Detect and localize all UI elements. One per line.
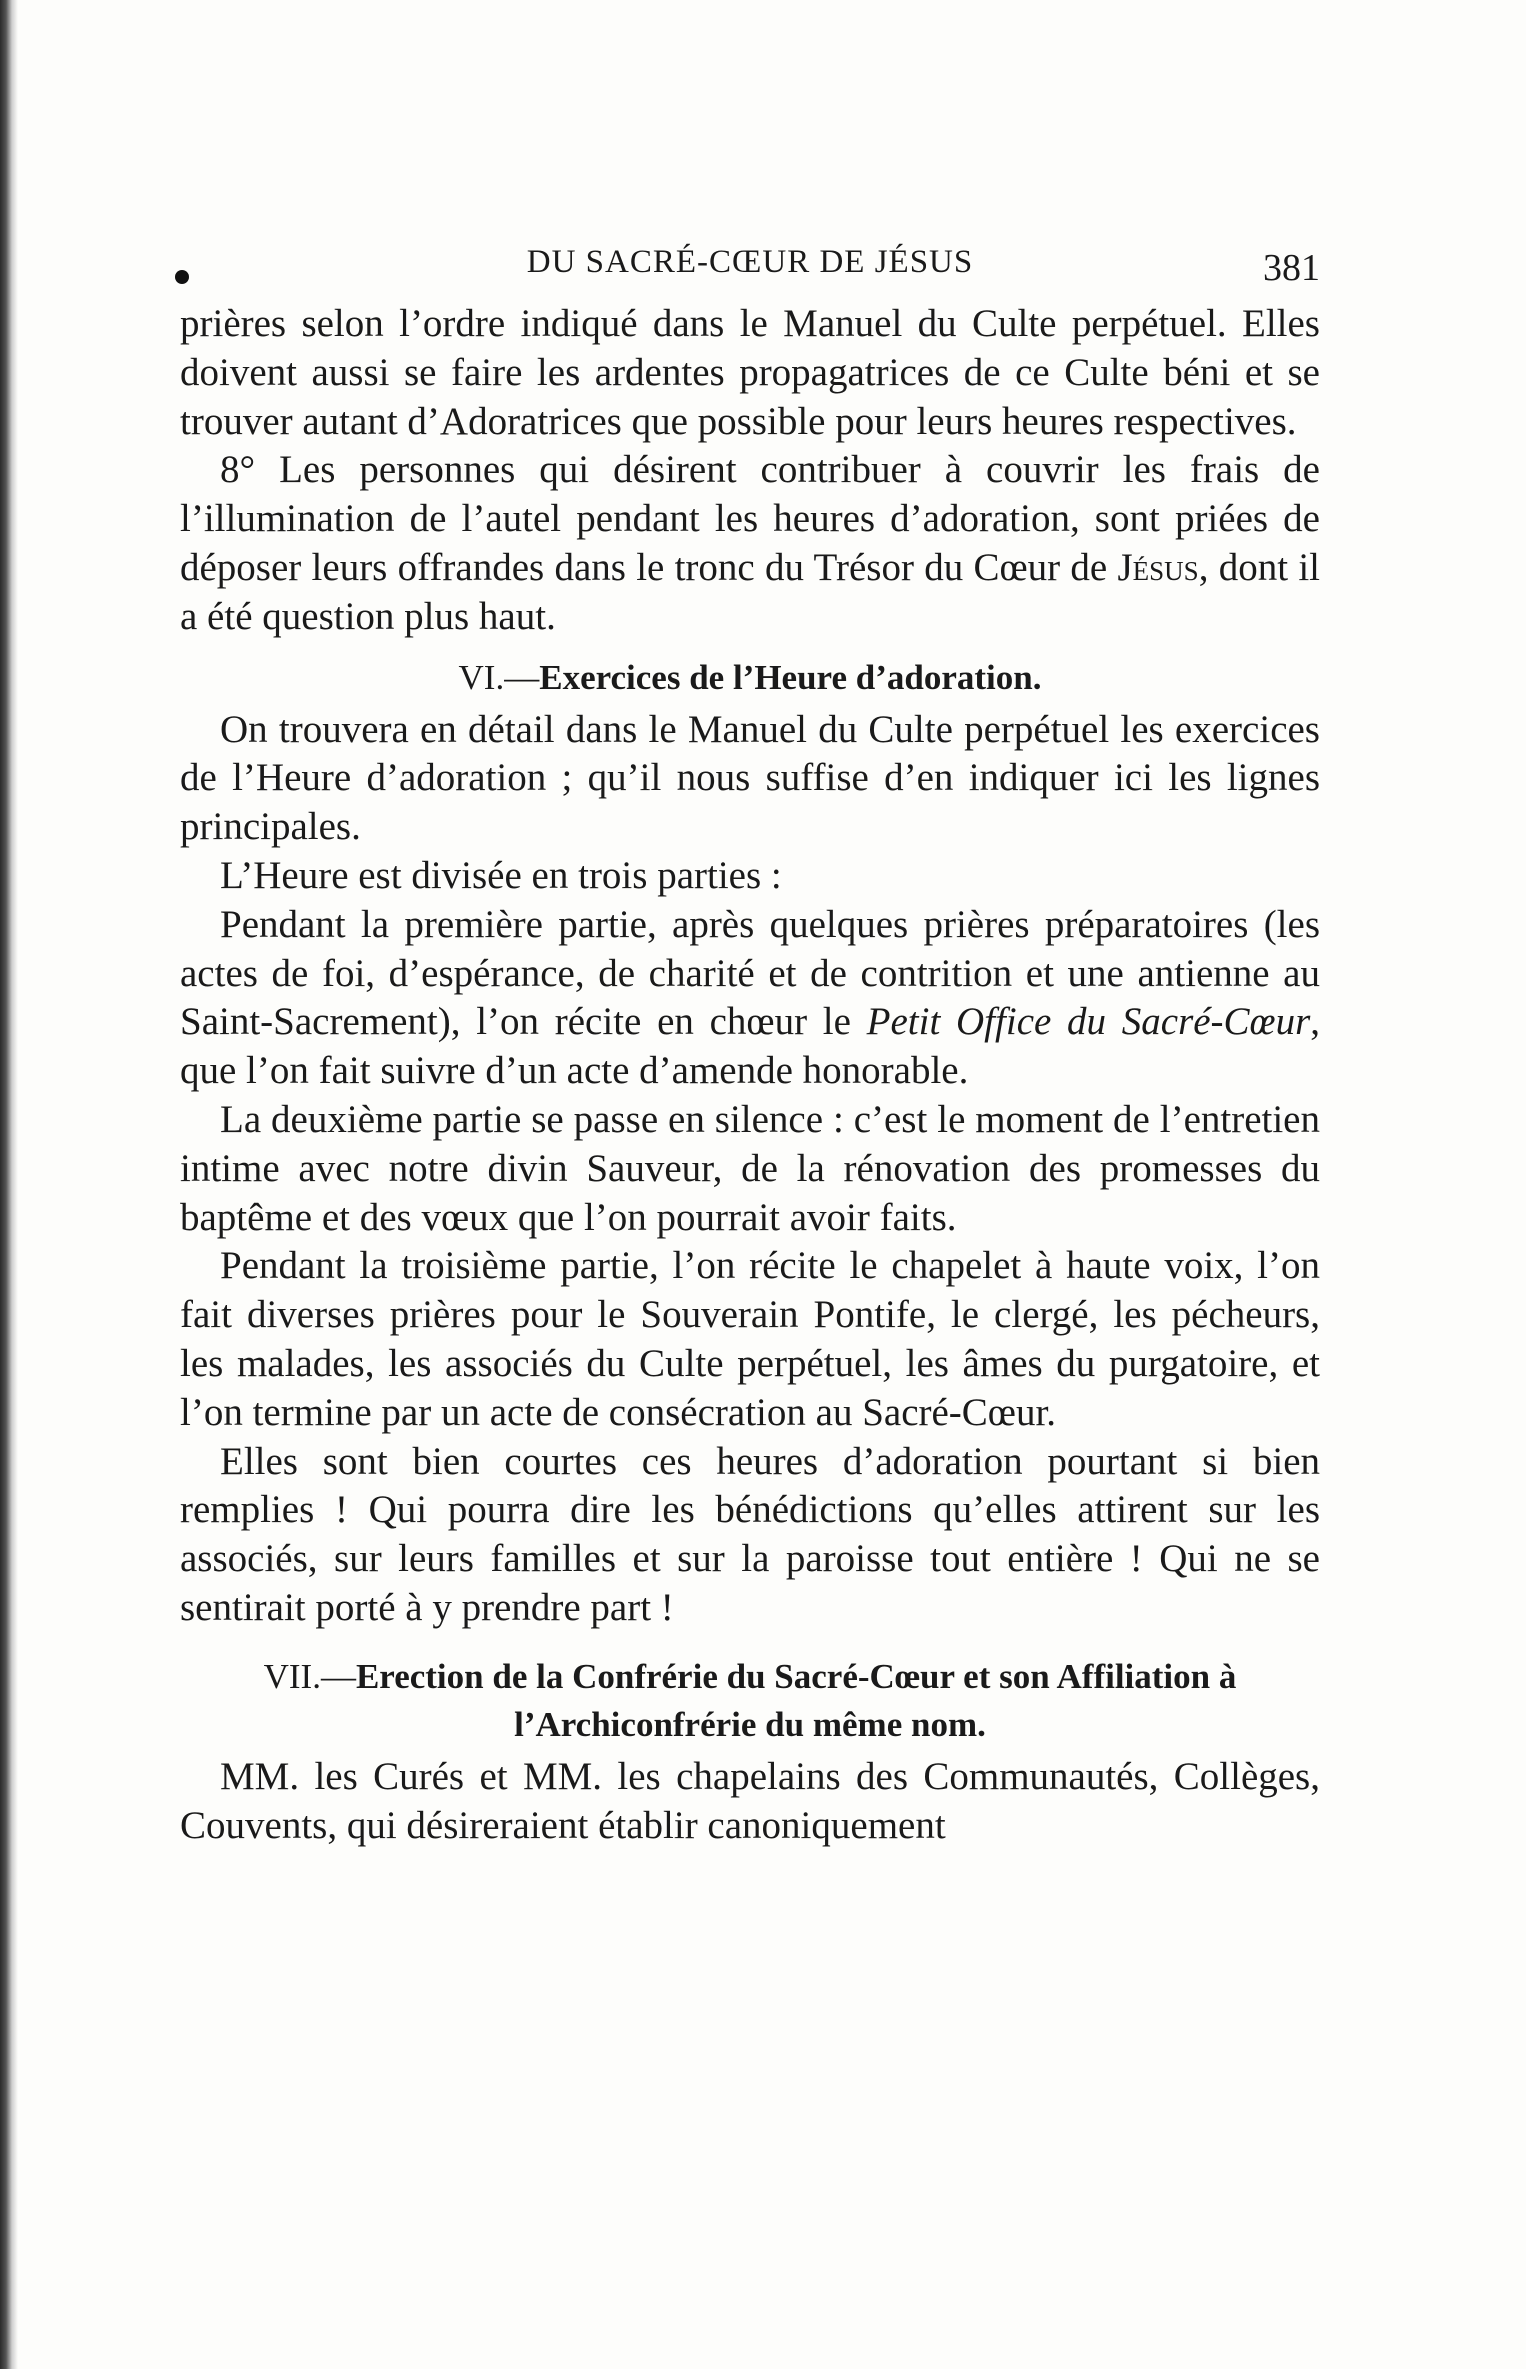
running-header	[180, 240, 1320, 300]
paragraph: MM. les Curés et MM. les chapelains des Communautés, Collèges, Couvents, qui désireraient établir canoniquement	[180, 1754, 1320, 1847]
section-number: VII.—	[263, 1656, 356, 1696]
office-title-italic: Petit Office du Sacré-Cœur	[866, 1000, 1311, 1044]
paragraph-third-part: Pendant la troisième partie, l’on récite le chapelet à haute voix, l’on fait diverses prières pour le Souverain Pontife, le clergé, les pécheurs, les malades, les associés du Culte perpétuel, les âmes du purgatoire, et l’on termine par un acte de consécration au Sacré-Cœur.	[180, 1244, 1320, 1434]
paragraph-second-part: La deuxième partie se passe en silence : c’est le moment de l’entretien intime avec notre divin Sauveur, de la rénovation des promesses du baptême et des vœux que l’on pourrait avoir faits.	[180, 1097, 1320, 1239]
paragraph: On trouvera en détail dans le Manuel du Culte perpétuel les exercices de l’Heure d’adoration ; qu’il nous suffise d’en indiquer ici les lignes principales.	[180, 707, 1320, 849]
paragraph-first-part	[180, 901, 1320, 1096]
jesus-smallcaps: Jésus	[1117, 545, 1199, 589]
paragraph-text-end: , dont il a été question plus haut.	[180, 545, 1320, 638]
paragraph-conclusion: Elles sont bien courtes ces heures d’adoration pourtant si bien remplies ! Qui pourra dire les bénédictions qu’elles attirent sur les associés, sur leurs familles et sur la paroisse tout entière ! Qui ne se sentirait porté à y prendre part !	[180, 1439, 1320, 1629]
section-number: VI.—	[458, 657, 540, 697]
paragraph-text: Pendant la première partie, après quelques prières préparatoires (les actes de foi, d’espérance, de charité et de contrition et une antienne au Saint-Sacrement), l’on récite en chœur le	[180, 902, 1320, 1044]
paragraph-text: 8° Les personnes qui désirent contribuer à couvrir les frais de l’illumination de l’autel pendant les heures d’adoration, sont priées de déposer leurs offrandes dans le tronc du Trésor du Cœur de	[180, 448, 1320, 589]
section-title: Exercices de l’Heure d’adoration.	[539, 657, 1042, 697]
paragraph: L’Heure est divisée en trois parties :	[220, 853, 782, 897]
paragraph-continuation: prières selon l’ordre indiqué dans le Manuel du Culte perpétuel. Elles doivent aussi se faire les ardentes propagatrices de ce Culte béni et se trouver autant d’Adoratrices que possible pour leurs heures respectives.	[180, 302, 1320, 443]
book-binding-edge	[0, 0, 18, 2369]
running-title: DU SACRÉ-CŒUR DE JÉSUS	[526, 244, 974, 280]
section-title: Erection de la Confrérie du Sacré-Cœur et son Affiliation à l’Archiconfrérie du même nom.	[355, 1656, 1237, 1744]
book-page	[180, 240, 1320, 1850]
paragraph-text-end: , que l’on fait suivre d’un acte d’amende honorable.	[180, 1000, 1320, 1093]
section-heading-vii	[180, 1653, 1320, 1749]
page-number: 381	[1263, 247, 1320, 289]
section-heading-vi	[180, 654, 1320, 702]
paragraph-article-8	[180, 446, 1320, 641]
